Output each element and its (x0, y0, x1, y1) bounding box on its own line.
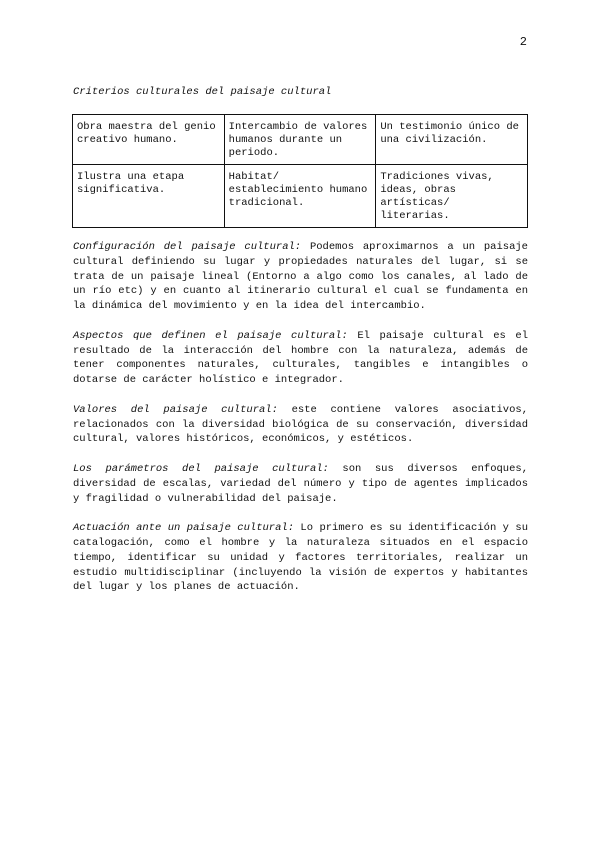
paragraph-parametros (73, 462, 528, 506)
table-cell: Habitat/ establecimiento humano tradicional. (224, 165, 376, 228)
table-cell: Tradiciones vivas, ideas, obras artísticas/ literarias. (376, 165, 528, 228)
table-cell: Un testimonio único de una civilización. (376, 115, 528, 165)
table-row (73, 115, 528, 165)
table-cell: Obra maestra del genio creativo humano. (73, 115, 225, 165)
table-cell: Intercambio de valores humanos durante un periodo. (224, 115, 376, 165)
paragraph-term: Actuación ante un paisaje cultural: (73, 522, 295, 535)
paragraph-text: Podemos aproximarnos a un paisaje cultural definiendo su lugar y propiedades naturales del lugar, si se trata de un paisaje lineal (Entorno a algo como los canales, al lado de un río etc) y en cuanto al itinerario cultural el cual se fundamenta en la dinámica del movimiento y en la idea del intercambio. (73, 241, 528, 313)
paragraph-text: Lo primero es su identificación y su catalogación, como el hombre y la naturaleza situados en el espacio tiempo, identificar su unidad y factores territoriales, realizar un estudio multidisciplinar (incluyendo la visión de expertos y habitantes del lugar y los planes de actuación. (73, 522, 528, 594)
criteria-table (72, 114, 528, 228)
table-row (73, 165, 528, 228)
body-text (73, 240, 528, 610)
paragraph-configuracion (73, 240, 528, 314)
section-title: Criterios culturales del paisaje cultural (73, 86, 332, 98)
paragraph-term: Los parámetros del paisaje cultural: (73, 462, 329, 475)
paragraph-term: Aspectos que definen el paisaje cultural: (73, 329, 348, 342)
paragraph-valores (73, 403, 528, 447)
paragraph-text: El paisaje cultural es el resultado de la interacción del hombre con la naturaleza, además de tener componentes naturales, culturales, tangibles e intangibles o dotarse de carácter holístico e integrador. (73, 329, 529, 387)
paragraph-text: este contiene valores asociativos, relacionados con la diversidad biológica de su conservación, diversidad cultural, valores históricos, económicos, y estéticos. (73, 403, 528, 446)
paragraph-term: Configuración del paisaje cultural: (73, 241, 302, 253)
paragraph-text: son sus diversos enfoques, diversidad de escalas, variedad del número y tipo de agentes implicados y fragilidad o vulnerabilidad del paisaje. (73, 462, 528, 505)
paragraph-actuacion (73, 521, 528, 595)
paragraph-term: Valores del paisaje cultural: (73, 403, 278, 416)
table-cell: Ilustra una etapa significativa. (73, 165, 225, 228)
paragraph-aspectos (73, 329, 528, 388)
page-number: 2 (519, 35, 527, 49)
